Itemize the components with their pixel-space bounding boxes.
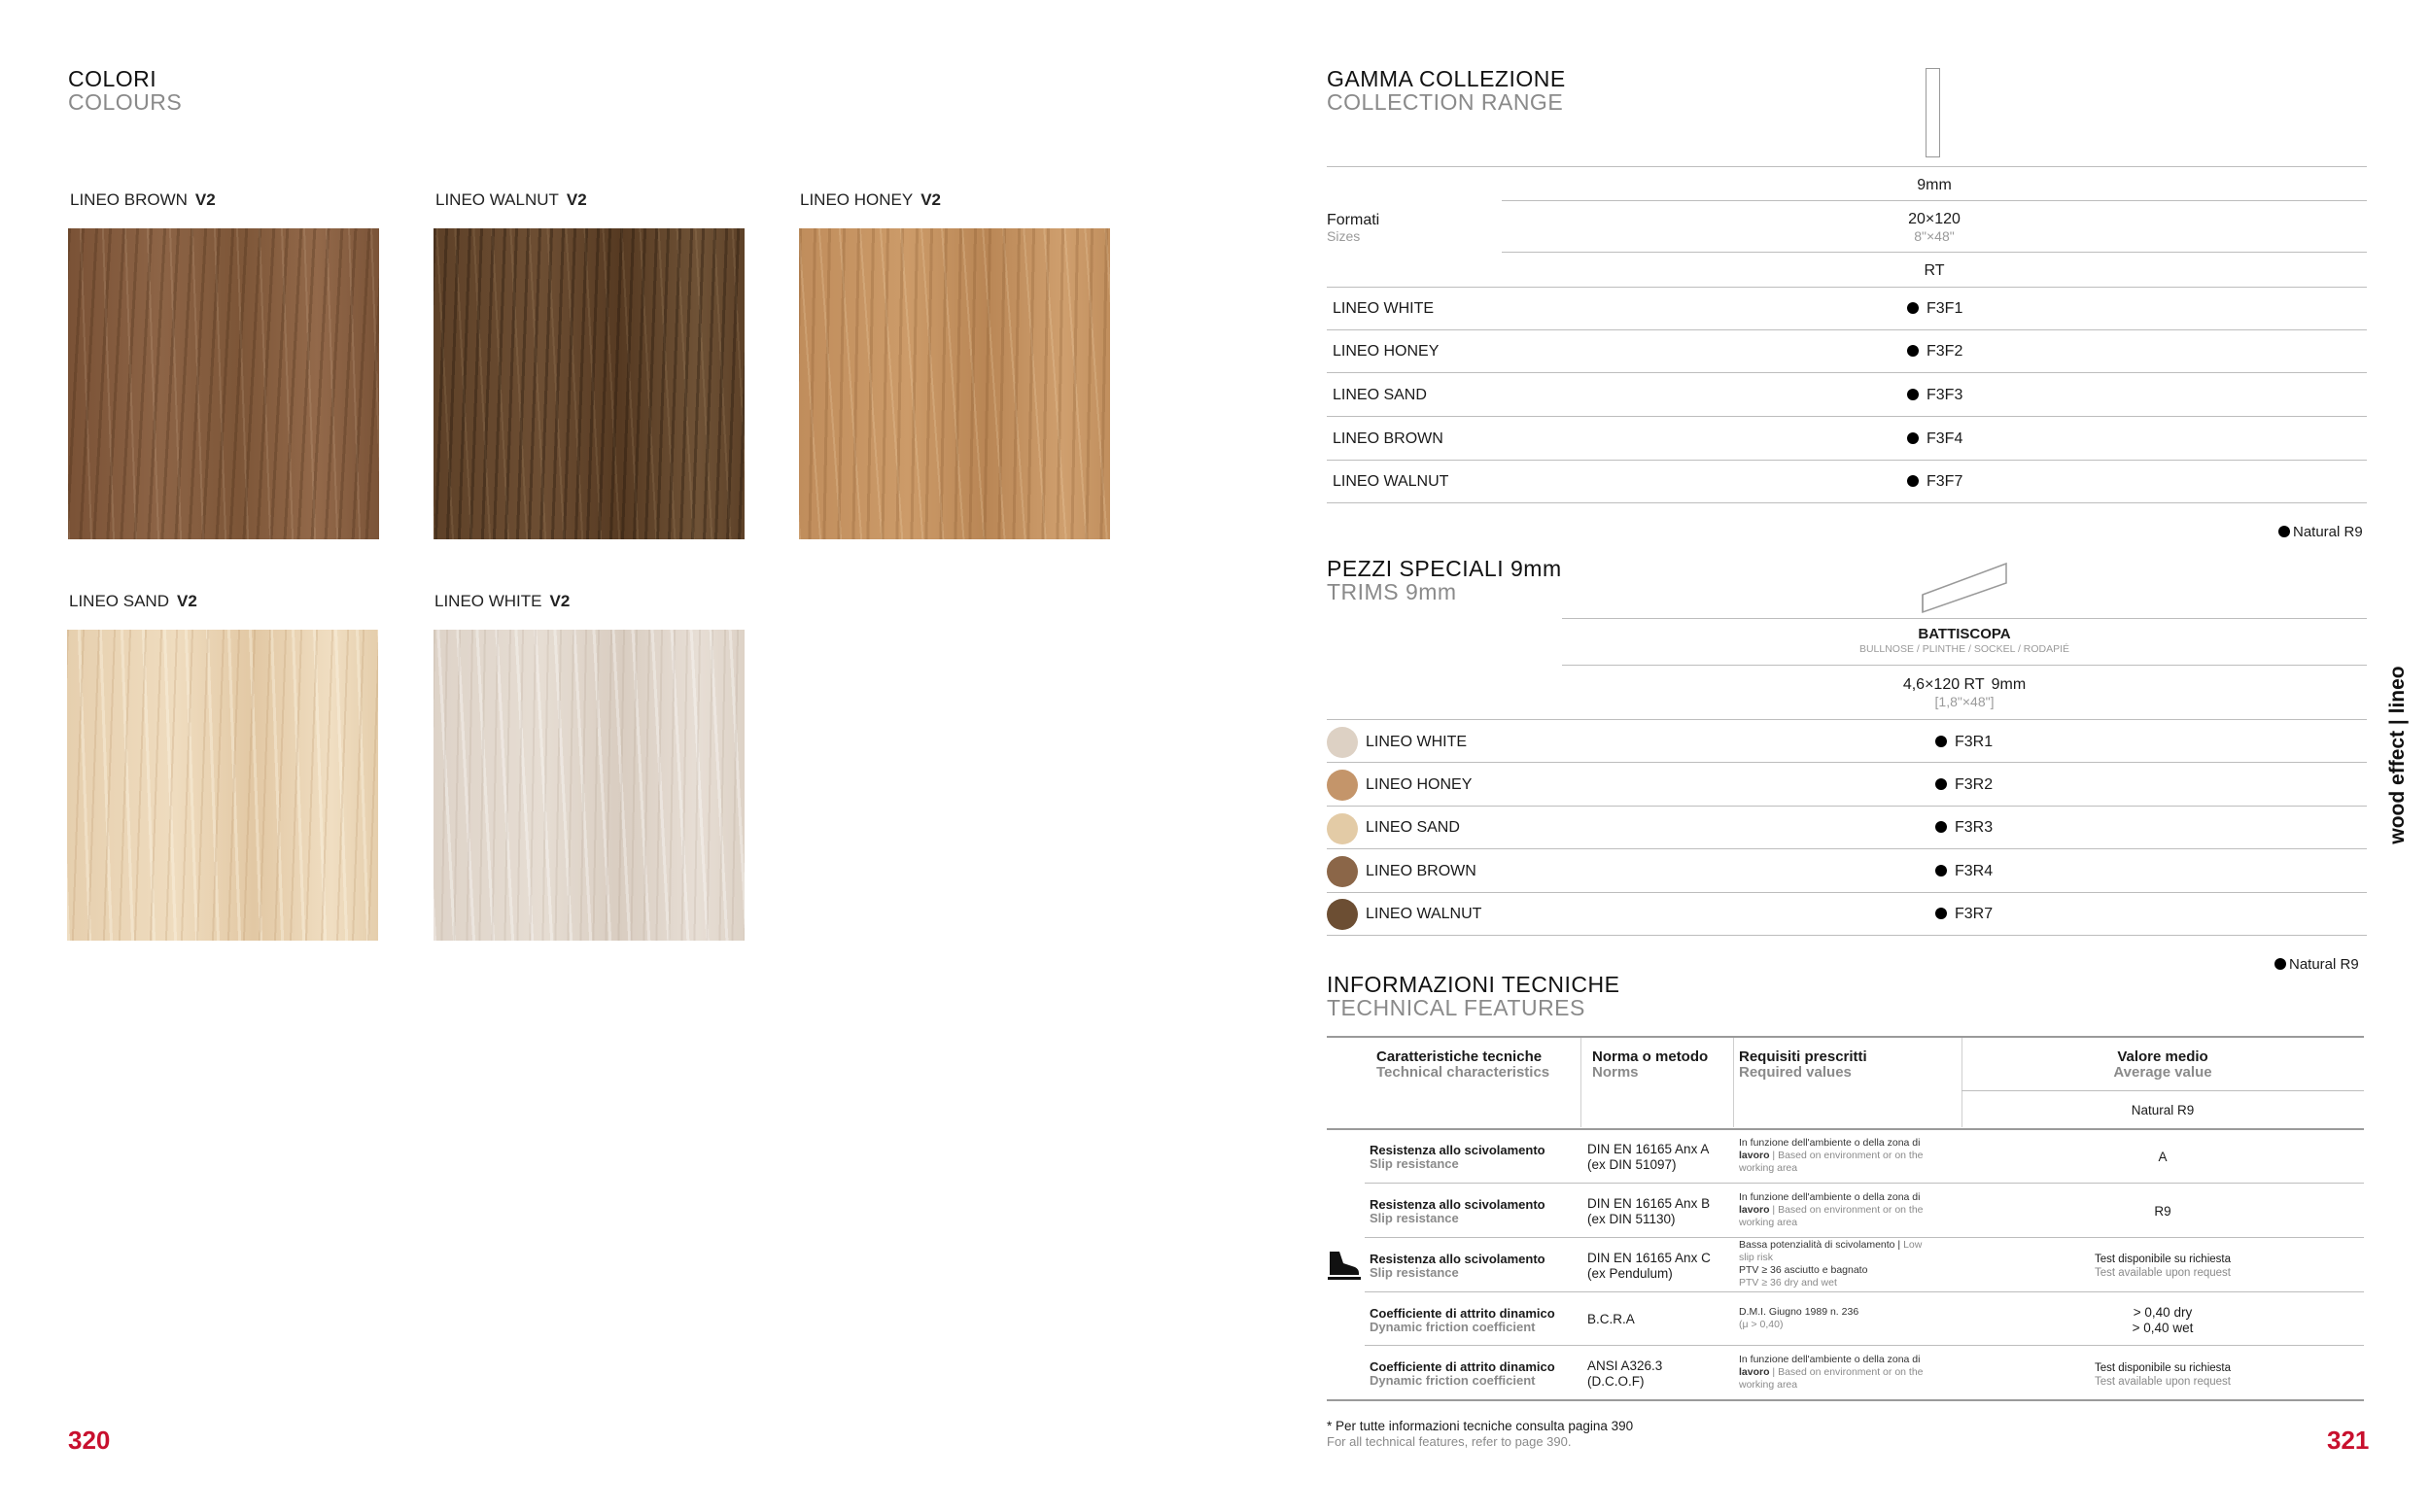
range-legend: Natural R9 — [2278, 524, 2363, 540]
range-size-inch: 8"×48" — [1914, 228, 1955, 244]
tech-row-value: A — [2158, 1150, 2168, 1164]
range-row-name: LINEO WHITE — [1333, 300, 1435, 317]
trim-row-name: LINEO HONEY — [1366, 776, 1473, 793]
legend-dot-icon — [2278, 526, 2290, 537]
swatch-lineo-walnut — [434, 228, 745, 539]
tech-subheading: TECHNICAL FEATURES — [1327, 995, 1585, 1020]
trim-row-code: F3R1 — [1935, 734, 1993, 751]
color-chip — [1327, 770, 1358, 801]
trim-row-name: LINEO WALNUT — [1366, 906, 1482, 922]
tech-row-norm: B.C.R.A — [1587, 1312, 1635, 1326]
trim-size-inch: [1,8"×48"] — [1934, 694, 1995, 709]
tech-row-characteristic: Coefficiente di attrito dinamico Dynamic friction coefficient — [1370, 1306, 1555, 1334]
tech-row-characteristic: Resistenza allo scivolamento Slip resistance — [1370, 1197, 1545, 1225]
tech-row-requirement: In funzione dell'ambiente o della zona di lavoro | Based on environment or on the working area — [1739, 1354, 1924, 1391]
col-header-average: Valore medio Average value — [2113, 1048, 2212, 1081]
natural-r9-dot-icon — [1935, 821, 1947, 833]
tech-row-value: Test disponibile su richiesta Test available upon request — [2094, 1254, 2231, 1279]
legend-dot-icon — [2274, 958, 2286, 970]
range-heading: GAMMA COLLEZIONE — [1327, 66, 1566, 91]
colours-heading: COLORI — [68, 66, 157, 91]
tech-row-requirement: In funzione dell'ambiente o della zona di lavoro | Based on environment or on the working area — [1739, 1137, 1924, 1174]
tech-row-value: R9 — [2154, 1204, 2171, 1219]
col-header-required: Requisiti prescritti Required values — [1739, 1048, 1867, 1081]
tech-row-value: Test disponibile su richiesta Test available upon request — [2094, 1362, 2231, 1388]
formats-label: Formati — [1327, 212, 1380, 228]
trim-row-code: F3R4 — [1935, 863, 1993, 880]
tech-row-requirement: D.M.I. Giugno 1989 n. 236 (μ > 0,40) — [1739, 1306, 1859, 1330]
tech-row-characteristic: Resistenza allo scivolamento Slip resistance — [1370, 1143, 1545, 1171]
swatch-label-white: LINEO WHITE V2 — [434, 592, 571, 610]
swatch-lineo-brown — [68, 228, 379, 539]
natural-r9-dot-icon — [1907, 302, 1919, 314]
tech-row-norm: DIN EN 16165 Anx B (ex DIN 51130) — [1587, 1196, 1711, 1226]
natural-r9-dot-icon — [1907, 475, 1919, 487]
tech-footnote-en: For all technical features, refer to page 390. — [1327, 1434, 1572, 1449]
color-chip — [1327, 856, 1358, 887]
tech-row-norm: DIN EN 16165 Anx C (ex Pendulum) — [1587, 1251, 1711, 1281]
shoe-slip-icon — [1326, 1246, 1361, 1281]
trim-row-code: F3R7 — [1935, 906, 1993, 923]
page-number-right: 321 — [2327, 1426, 2370, 1455]
trim-row-code: F3R3 — [1935, 819, 1993, 837]
range-row-name: LINEO SAND — [1333, 387, 1427, 403]
tech-row-norm: DIN EN 16165 Anx A (ex DIN 51097) — [1587, 1142, 1710, 1172]
colours-subheading: COLOURS — [68, 89, 183, 115]
range-row-name: LINEO WALNUT — [1333, 473, 1449, 490]
natural-r9-dot-icon — [1935, 778, 1947, 790]
swatch-label-sand: LINEO SAND V2 — [69, 592, 197, 610]
range-row-name: LINEO HONEY — [1333, 343, 1440, 360]
range-row-code: F3F1 — [1907, 300, 1962, 318]
trim-row-code: F3R2 — [1935, 776, 1993, 794]
range-row-code: F3F7 — [1907, 473, 1962, 491]
tech-heading: INFORMAZIONI TECNICHE — [1327, 972, 1620, 997]
natural-r9-dot-icon — [1935, 736, 1947, 747]
swatch-label-honey: LINEO HONEY V2 — [800, 190, 941, 209]
trims-heading: PEZZI SPECIALI 9mm — [1327, 556, 1562, 581]
tech-row-norm: ANSI A326.3 (D.C.O.F) — [1587, 1358, 1663, 1389]
color-chip — [1327, 813, 1358, 844]
swatch-lineo-sand — [67, 630, 378, 941]
swatch-label-walnut: LINEO WALNUT V2 — [435, 190, 587, 209]
range-size: 20×120 — [1908, 211, 1961, 227]
color-chip — [1327, 899, 1358, 930]
range-row-code: F3F4 — [1907, 430, 1962, 448]
trim-row-name: LINEO BROWN — [1366, 863, 1476, 879]
range-row-code: F3F3 — [1907, 387, 1962, 404]
bullnose-trim-icon — [1915, 558, 2010, 614]
col-header-norms: Norma o metodo Norms — [1592, 1048, 1709, 1081]
col-header-characteristics: Caratteristiche tecniche Technical characteristics — [1376, 1048, 1550, 1081]
natural-r9-dot-icon — [1907, 389, 1919, 400]
swatch-lineo-white — [434, 630, 745, 941]
swatch-lineo-honey — [799, 228, 1110, 539]
tech-row-characteristic: Resistenza allo scivolamento Slip resistance — [1370, 1252, 1545, 1280]
trim-size: 4,6×120 RT 9mm — [1902, 676, 2027, 693]
tech-footnote: * Per tutte informazioni tecniche consulta pagina 390 — [1327, 1419, 1634, 1433]
side-section-label: wood effect | lineo — [2386, 666, 2409, 844]
trims-legend: Natural R9 — [2274, 956, 2359, 973]
formats-label-en: Sizes — [1327, 228, 1361, 244]
average-subheader: Natural R9 — [2131, 1103, 2195, 1117]
trim-piece-desc: BULLNOSE / PLINTHE / SOCKEL / RODAPIÉ — [1858, 643, 2070, 655]
trim-row-name: LINEO WHITE — [1366, 734, 1468, 750]
natural-r9-dot-icon — [1907, 432, 1919, 444]
range-finish: RT — [1924, 262, 1945, 279]
tech-row-characteristic: Coefficiente di attrito dinamico Dynamic friction coefficient — [1370, 1359, 1555, 1388]
natural-r9-dot-icon — [1907, 345, 1919, 357]
natural-r9-dot-icon — [1935, 908, 1947, 919]
range-subheading: COLLECTION RANGE — [1327, 89, 1564, 115]
natural-r9-dot-icon — [1935, 865, 1947, 876]
range-row-name: LINEO BROWN — [1333, 430, 1443, 447]
tech-row-value: > 0,40 dry > 0,40 wet — [2132, 1305, 2194, 1335]
tech-row-requirement: Bassa potenzialità di scivolamento | Low slip risk PTV ≥ 36 asciutto e bagnato PTV ≥ 36 dry and wet — [1739, 1239, 1923, 1289]
color-chip — [1327, 727, 1358, 758]
trim-row-name: LINEO SAND — [1366, 819, 1460, 836]
swatch-label-brown: LINEO BROWN V2 — [70, 190, 216, 209]
tile-format-icon — [1926, 68, 1940, 157]
range-thickness: 9mm — [1917, 177, 1952, 193]
page-number-left: 320 — [68, 1426, 111, 1455]
range-row-code: F3F2 — [1907, 343, 1962, 361]
tech-row-requirement: In funzione dell'ambiente o della zona di lavoro | Based on environment or on the working area — [1739, 1191, 1924, 1228]
trims-subheading: TRIMS 9mm — [1327, 579, 1457, 604]
trim-piece-name: BATTISCOPA — [1918, 626, 2011, 642]
